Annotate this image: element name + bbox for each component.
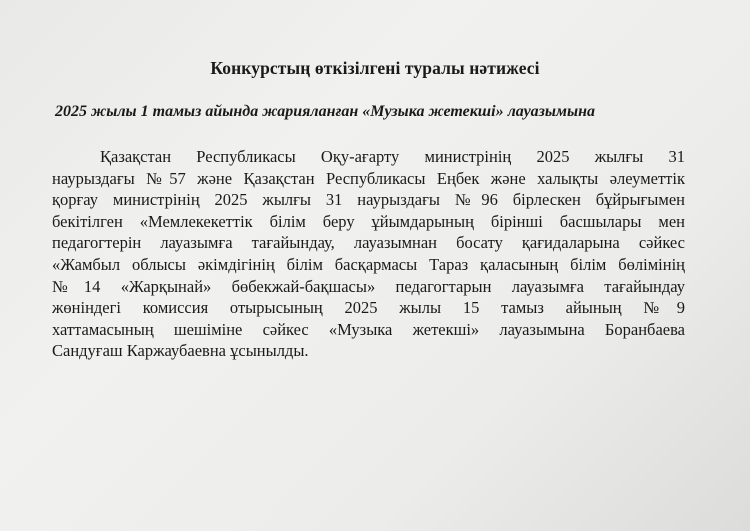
body-line: бекітілген «Мемлекекеттік білім беру ұйымдарының бірінші басшылары мен — [52, 211, 685, 231]
body-line: қорғау министрінің 2025 жылғы 31 наурыздағы №96 бірлескен бұйрығымен — [52, 190, 685, 210]
body-line: хаттамасының шешіміне сәйкес «Музыка жетекші» лауазымына Боранбаева — [52, 319, 685, 339]
body-line: Қазақстан Республикасы Оқу-ағарту министрінің 2025 жылғы 31 — [100, 147, 685, 166]
body-line: «Жамбыл облысы әкімдігінің білім басқармасы Тараз қаласының білім бөлімінің — [52, 254, 685, 274]
body-line: педагогтерін лауазымға тағайындау, лауазымнан босату қағидаларына сәйкес — [52, 233, 685, 253]
body-line: Сандуғаш Каржаубаевна ұсынылды. — [52, 341, 309, 361]
body-line: наурыздағы №57 және Қазақстан Республикасы Еңбек және халықты әлеуметтік — [52, 168, 685, 188]
document-subtitle: 2025 жылы 1 тамыз айында жарияланған «Музыка жетекші» лауазымына — [55, 103, 595, 120]
body-line: жөніндегі комиссия отырысының 2025 жылы 15 тамыз айының №9 — [52, 298, 685, 318]
document-title: Конкурстың өткізілгені туралы нәтижесі — [210, 58, 540, 78]
document-body — [52, 146, 685, 362]
body-line: №14 «Жарқынай» бөбекжай-бақшасы» педагогтарын лауазымға тағайындау — [52, 276, 685, 296]
